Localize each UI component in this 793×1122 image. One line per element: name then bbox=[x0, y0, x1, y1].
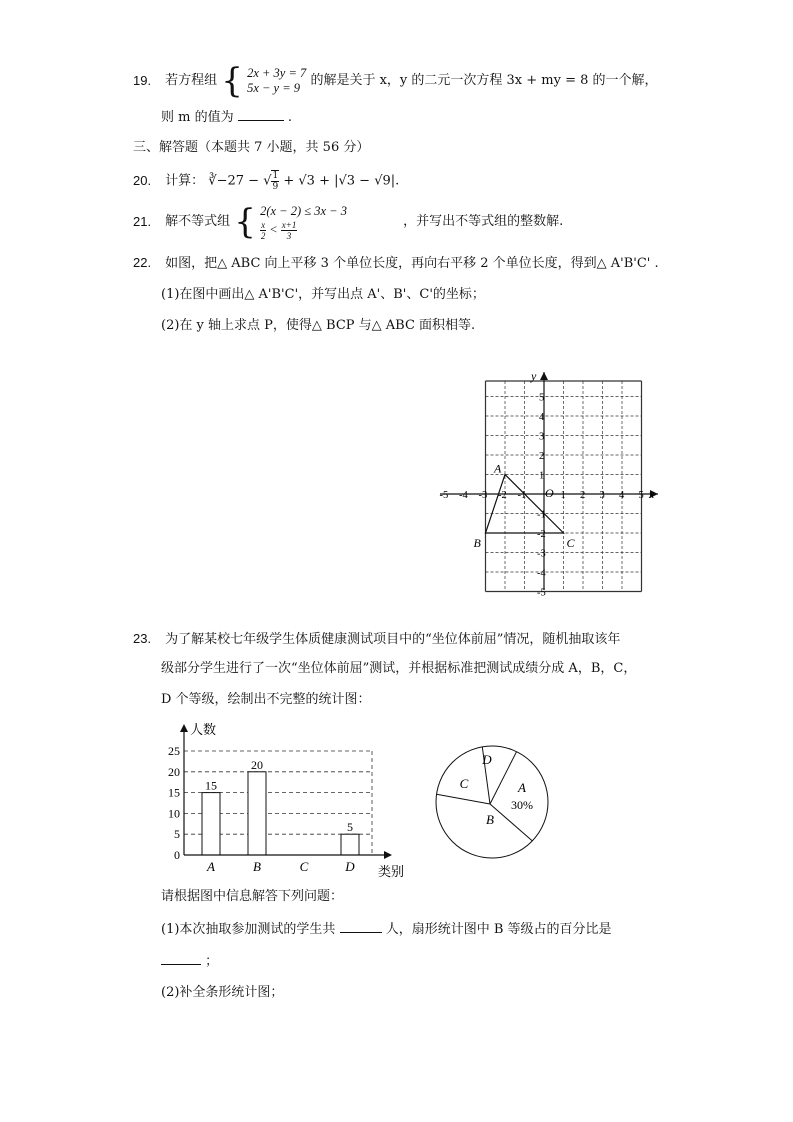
x-tick-label: -4 bbox=[459, 490, 468, 501]
q23-percent-blank[interactable] bbox=[161, 952, 201, 965]
y-tick-label: 2 bbox=[539, 451, 545, 462]
q21-number: 21. bbox=[133, 214, 152, 229]
q20-expr2: + √3 + |√3 − √9|. bbox=[283, 173, 400, 189]
q20-sqrt-sign: √ bbox=[263, 173, 272, 189]
q20-label: 计算： bbox=[165, 173, 205, 189]
y-axis-arrow bbox=[540, 372, 548, 380]
q21-suffix: ，并写出不等式组的整数解. bbox=[403, 214, 564, 229]
q19-answer-blank[interactable] bbox=[238, 108, 284, 121]
bar-category-label: B bbox=[253, 859, 261, 874]
x-tick-label: -2 bbox=[498, 490, 507, 501]
q21-prefix: 解不等式组 bbox=[165, 214, 231, 229]
q20-frac-num: 1 bbox=[272, 171, 279, 181]
grid-lines bbox=[486, 381, 642, 592]
x-tick-label: -5 bbox=[439, 490, 449, 501]
q19-line2 bbox=[161, 108, 292, 127]
q19-line1 bbox=[133, 61, 658, 104]
bar-y-tick: 20 bbox=[168, 764, 180, 779]
bar-y-tick: 10 bbox=[168, 806, 180, 821]
x-tick-label: 4 bbox=[619, 490, 625, 501]
bar-chart bbox=[150, 716, 420, 886]
y-tick-label: -2 bbox=[537, 529, 546, 540]
q20-sqrt-fraction bbox=[271, 170, 279, 192]
y-tick-label: -3 bbox=[537, 548, 546, 560]
q23-sub2: (2)补全条形统计图； bbox=[161, 985, 284, 1000]
pie-label-a: A bbox=[518, 780, 526, 795]
bar-value-label: 15 bbox=[205, 778, 217, 793]
q21-system bbox=[260, 203, 347, 241]
bar-y-tick: 25 bbox=[168, 744, 180, 758]
section-heading: 三、解答题（本题共 7 小题，共 56 分） bbox=[133, 140, 370, 155]
q22-line1 bbox=[133, 254, 659, 273]
q22-text: 如图，把△ ABC 向上平移 3 个单位长度，再向右平移 2 个单位长度，得到△ A'B'C' . bbox=[165, 256, 659, 271]
q21-line bbox=[133, 203, 563, 247]
q22-sub1: (1)在图中画出△ A'B'C'，并写出点 A'、B'、C'的坐标； bbox=[161, 287, 485, 302]
q20-line bbox=[133, 170, 399, 200]
bar-b bbox=[248, 772, 266, 855]
q21-ineq1: 2(x − 2) ≤ 3x − 3 bbox=[260, 204, 347, 218]
bar-a bbox=[202, 793, 220, 855]
bar-chart-categories bbox=[206, 859, 355, 874]
x-tick-label: -3 bbox=[478, 490, 488, 501]
x-tick-label: 1 bbox=[560, 490, 566, 501]
bar-y-tick: 15 bbox=[168, 785, 180, 800]
q19-end: . bbox=[287, 110, 293, 125]
q19-brace: { bbox=[221, 61, 243, 101]
q23-line1 bbox=[133, 630, 620, 649]
q23-after: 请根据图中信息解答下列问题： bbox=[161, 889, 344, 904]
q21-frac-b-den: 3 bbox=[286, 231, 292, 241]
q22-number: 22. bbox=[133, 255, 152, 270]
q20-frac-den: 9 bbox=[272, 182, 279, 192]
pie-label-d: D bbox=[482, 752, 492, 767]
q19-eq2: 5x − y = 9 bbox=[247, 81, 301, 95]
bar-chart-y-ticks bbox=[168, 744, 180, 862]
q21-brace: { bbox=[234, 202, 256, 242]
q23-student-count-blank[interactable] bbox=[340, 920, 382, 933]
bar-x-label: 类别 bbox=[378, 864, 405, 879]
q23-sub1-c: ； bbox=[205, 954, 219, 969]
point-c-label: C bbox=[566, 536, 575, 550]
x-tick-label: 3 bbox=[599, 490, 605, 501]
bar-y-label: 人数 bbox=[190, 722, 217, 737]
bar-y-tick: 0 bbox=[174, 848, 180, 862]
point-a-label: A bbox=[494, 461, 502, 476]
q23-line2: 级部分学生进行了一次“坐位体前屈”测试，并根据标准把测试成绩分成 A，B，C， bbox=[161, 661, 637, 676]
origin-label: O bbox=[545, 486, 554, 500]
q22-sub2: (2)在 y 轴上求点 P，使得△ BCP 与△ ABC 面积相等. bbox=[161, 318, 476, 333]
q23-line3: D 个等级，绘制出不完整的统计图： bbox=[161, 692, 371, 707]
y-tick-label: -4 bbox=[537, 568, 546, 579]
bar-value-label: 20 bbox=[251, 757, 263, 772]
q20-expr1: ∛−27 − bbox=[208, 173, 264, 189]
bar-category-label: C bbox=[299, 859, 309, 874]
q19-number: 19. bbox=[133, 73, 152, 88]
y-axis-label: y bbox=[531, 369, 537, 383]
bar-value-label: 5 bbox=[347, 820, 353, 835]
y-tick-label: 5 bbox=[539, 392, 545, 404]
q21-frac-a bbox=[260, 220, 266, 241]
q23-sub1-cont bbox=[161, 952, 218, 971]
y-tick-label: -1 bbox=[537, 509, 546, 521]
coordinate-grid bbox=[436, 366, 666, 596]
pie-label-c: C bbox=[459, 776, 469, 791]
pie-label-b: B bbox=[486, 812, 494, 827]
x-tick-label: 5 bbox=[638, 490, 644, 501]
bar-x-axis-arrow bbox=[384, 851, 392, 859]
pie-chart bbox=[430, 740, 554, 864]
q19-mid: 的解是关于 x，y 的二元一次方程 3x + my = 8 的一个解， bbox=[310, 73, 658, 88]
bar-y-axis-arrow bbox=[180, 724, 188, 732]
q23-text1: 为了解某校七年级学生体质健康测试项目中的“坐位体前屈”情况，随机抽取该年 bbox=[165, 632, 621, 647]
x-tick-label: 2 bbox=[580, 490, 586, 501]
x-axis-label: x bbox=[649, 487, 655, 501]
q21-frac-b bbox=[281, 220, 298, 241]
bar-category-label: A bbox=[207, 859, 215, 874]
q19-eq1: 2x + 3y = 7 bbox=[247, 66, 307, 80]
pie-annotation-a: 30% bbox=[511, 798, 533, 812]
x-tick-label: -1 bbox=[517, 490, 527, 501]
y-tick-label: -5 bbox=[537, 587, 546, 596]
q23-sub1-a: (1)本次抽取参加测试的学生共 bbox=[161, 922, 336, 937]
q19-line2-text: 则 m 的值为 bbox=[161, 110, 234, 125]
bar-category-label: D bbox=[345, 859, 355, 874]
q21-lt: < bbox=[269, 222, 278, 237]
bar-y-tick: 5 bbox=[174, 827, 180, 842]
q23-number: 23. bbox=[133, 631, 152, 646]
bar-chart-bars bbox=[202, 758, 359, 855]
y-tick-label: 4 bbox=[539, 412, 545, 423]
q19-prefix: 若方程组 bbox=[165, 73, 218, 88]
q23-sub1-b: 人，扇形统计图中 B 等级占的百分比是 bbox=[385, 922, 612, 937]
q21-frac-b-num: x+1 bbox=[281, 220, 297, 230]
y-tick-label: 1 bbox=[539, 470, 545, 482]
bar-d bbox=[341, 834, 359, 855]
y-tick-label: 3 bbox=[539, 431, 545, 443]
q21-frac-a-den: 2 bbox=[260, 231, 266, 241]
q21-frac-a-num: x bbox=[261, 220, 266, 230]
q20-number: 20. bbox=[133, 172, 152, 188]
point-b-label: B bbox=[473, 536, 481, 550]
q19-system bbox=[247, 66, 306, 96]
q23-sub1 bbox=[161, 920, 612, 939]
